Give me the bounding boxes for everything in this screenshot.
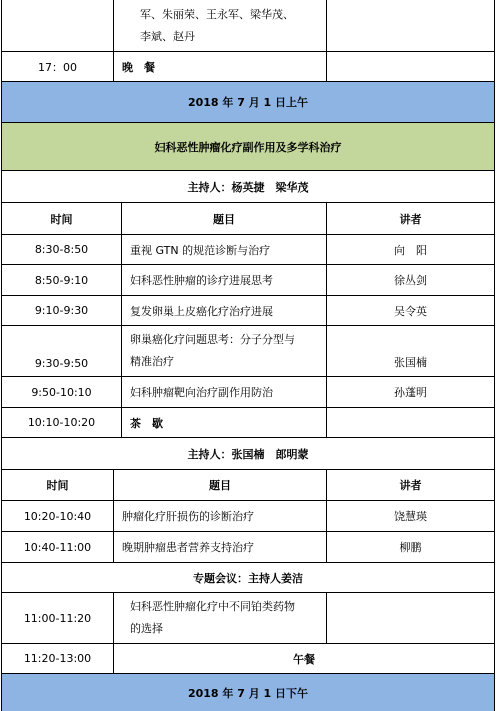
header-topic: 题目 [122,203,327,234]
time-cell: 17：00 [2,52,114,81]
table-row [1,501,495,532]
table-header [1,470,495,501]
topic-cell [122,326,327,376]
table-row [1,593,495,644]
table-row [1,408,495,438]
host-row [1,438,495,470]
table-row [1,296,495,326]
date-label: 2018 年 7 月 1 日上午 [187,96,309,109]
speaker-cell: 柳鹏 [399,541,422,554]
table-row [1,235,495,265]
topic-cell: 妇科肿瘤靶向治疗副作用防治 [122,377,327,407]
topic-cell: 茶 歇 [122,408,327,437]
section-title: 妇科恶性肿瘤化疗副作用及多学科治疗 [154,140,342,154]
speaker-cell [327,52,494,81]
topic-cell: 妇科恶性肿瘤的诊疗进展思考 [122,265,327,295]
topic-cell: 肿瘤化疗肝损伤的诊断治疗 [114,501,327,531]
time-cell: 8:50-9:10 [2,265,122,295]
topic-line: 妇科恶性肿瘤化疗中不同铂类药物 [130,600,295,613]
time-cell: 9:50-10:10 [2,377,122,407]
header-speaker: 讲者 [399,479,422,492]
time-cell: 10:40-11:00 [2,532,114,562]
topic-cell: 晚 餐 [114,52,327,81]
speaker-cell [327,408,494,437]
table-row [1,377,495,408]
table-row [1,644,495,674]
header-speaker: 讲者 [399,212,422,226]
topic-cell [114,0,327,51]
speaker-cell: 张国楠 [394,356,427,369]
host-row [1,171,495,203]
table-row [1,52,495,82]
time-cell: 8:30-8:50 [2,235,122,264]
table-row [1,265,495,296]
speaker-cell [327,593,494,643]
topic-cell [114,593,327,643]
section-banner [1,123,495,171]
table-row [1,326,495,377]
speaker-cell: 吴令英 [394,304,427,318]
time-cell: 9:30-9:50 [2,326,122,376]
date-label: 2018 年 7 月 1 日下午 [187,686,309,700]
host-label: 主持人：张国楠 郎明蒙 [187,447,309,461]
topic-cell: 复发卵巢上皮癌化疗治疗进展 [122,296,327,325]
topic-line: 李斌、赵丹 [140,29,195,43]
time-cell: 10:20-10:40 [2,501,114,531]
topic-line: 卵巢癌化疗问题思考：分子分型与 [130,333,295,346]
speaker-cell [327,0,494,51]
topic-line: 军、朱丽荣、王永军、梁华茂、 [140,7,294,21]
topic-line: 的选择 [130,622,163,635]
table-header [1,203,495,235]
header-time: 时间 [2,470,114,500]
host-label: 专题会议：主持人姜洁 [193,571,303,585]
speaker-cell: 向 阳 [394,243,427,257]
speaker-cell: 徐丛剑 [394,274,427,287]
speaker-cell: 孙蓬明 [394,386,427,399]
header-topic: 题目 [114,470,327,500]
time-cell: 9:10-9:30 [2,296,122,325]
topic-cell: 午餐 [293,652,315,666]
topic-line: 精准治疗 [130,355,174,368]
table-row [1,0,495,52]
header-time: 时间 [2,203,122,234]
topic-cell: 重视 GTN 的规范诊断与治疗 [122,235,327,264]
time-cell: 10:10-10:20 [2,408,122,437]
time-cell: 11:20-13:00 [2,644,114,673]
table-row [1,532,495,563]
date-banner [1,674,495,711]
host-row [1,563,495,593]
time-cell: 11:00-11:20 [2,593,114,643]
time-cell [2,0,114,51]
date-banner [1,82,495,123]
speaker-cell: 饶慧瑛 [394,510,427,523]
host-label: 主持人：杨英捷 梁华茂 [187,180,309,194]
topic-cell: 晚期肿瘤患者营养支持治疗 [114,532,327,562]
